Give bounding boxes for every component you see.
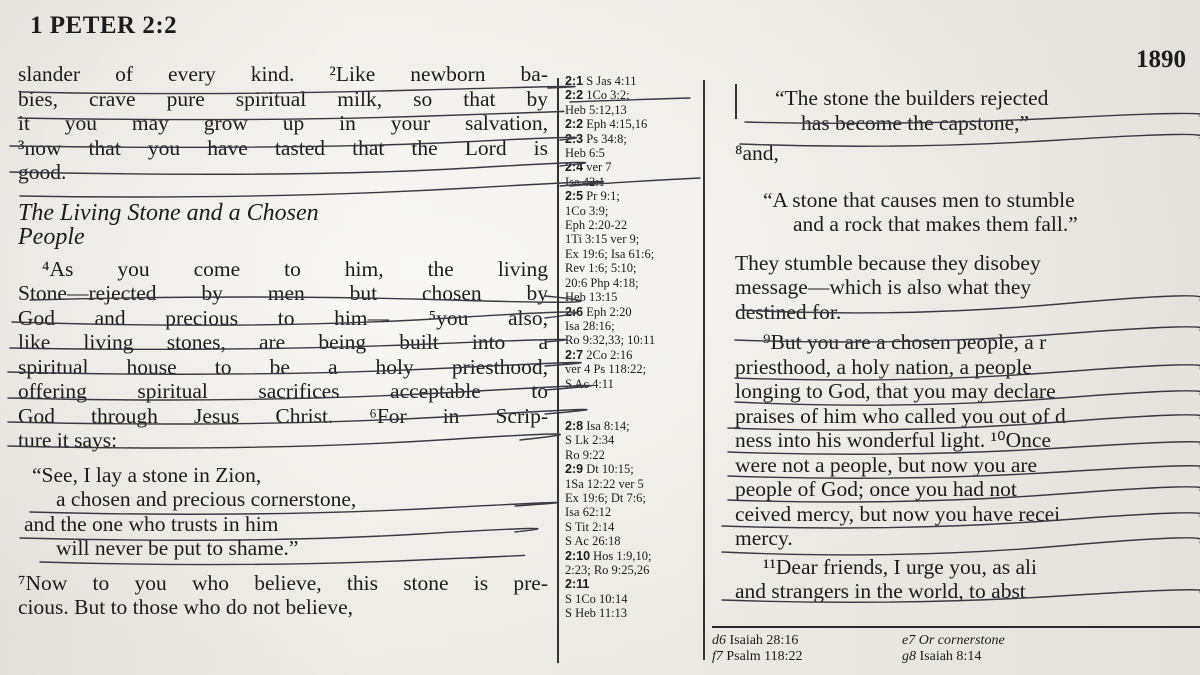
cross-reference-text: Ps 34:8; [586, 131, 627, 146]
text-line: ³now that you have tasted that the Lord is [18, 135, 548, 160]
cross-reference-text: Pr 9:1; [586, 189, 620, 204]
cross-reference-verse: 2:4 [565, 160, 584, 175]
cross-reference-entry [565, 305, 700, 319]
text-line: bies, crave pure spiritual milk, so that by [18, 86, 548, 111]
footnote: g8 Isaiah 8:14 [902, 649, 982, 664]
cross-reference-text: ver 7 [586, 160, 612, 175]
cross-reference-text: Isa 62:12 [565, 505, 612, 520]
cross-reference-text: Isa 8:14; [586, 418, 630, 433]
quotation-isaiah [18, 463, 548, 561]
cross-reference-text: S Ac 26:18 [565, 534, 621, 549]
cross-reference-entry [565, 563, 700, 577]
page-number: 1890 [1136, 46, 1186, 73]
cross-reference-entry [565, 462, 700, 476]
cross-reference-text: S Ac 4:11 [565, 376, 614, 391]
quote-line: “A stone that causes men to stumble [763, 187, 1075, 212]
quote-line: and the one who trusts in him [24, 511, 279, 536]
text-line: mercy. [735, 526, 793, 550]
text-line: priesthood, a holy nation, a people [735, 354, 1032, 379]
cross-reference-verse: 2:1 [565, 74, 584, 88]
text-line: cious. But to those who do not believe, [18, 595, 354, 619]
text-line: spiritual house to be a holy priesthood, [18, 354, 548, 379]
cross-reference-entry [565, 592, 700, 606]
quote-line: a chosen and precious cornerstone, [56, 487, 357, 511]
cross-reference-text: 20:6 Php 4:18; [565, 275, 639, 290]
cross-reference-entry [565, 175, 700, 189]
column-divider-right [703, 80, 705, 660]
cross-reference-verse: 2:2 [565, 117, 584, 132]
cross-reference-entry [565, 189, 700, 203]
cross-reference-text: Ro 9:32,33; 10:11 [565, 333, 656, 348]
cross-reference-text: Dt 10:15; [586, 462, 634, 477]
cross-reference-entry [565, 534, 700, 548]
cross-reference-verse: 2:6 [565, 304, 584, 319]
cross-reference-verse: 2:11 [565, 577, 590, 592]
paragraph-verses-4-6 [18, 257, 548, 453]
text-line: ⁷Now to you who believe, this stone is pre- [18, 570, 548, 595]
text-line: offering spiritual sacrifices acceptable to [18, 379, 548, 403]
quote-line: “See, I lay a stone in Zion, [32, 462, 262, 487]
column-divider-left [557, 78, 559, 663]
book-reference-header: 1 PETER 2:2 [30, 12, 178, 39]
cross-reference-verse: 2:9 [565, 462, 584, 477]
text-line: ¹¹Dear friends, I urge you, as ali [763, 554, 1037, 579]
text-line: God and precious to him— ⁵you also, [18, 305, 548, 330]
cross-reference-entry [565, 276, 700, 290]
cross-reference-text: Rev 1:6; 5:10; [565, 261, 637, 276]
cross-reference-entry [565, 232, 700, 246]
cross-reference-entry [565, 88, 700, 102]
quote-line: will never be put to shame.” [56, 536, 299, 560]
cross-reference-entry [565, 290, 700, 304]
cross-reference-entry [565, 549, 700, 563]
cross-reference-text: S Heb 11:13 [565, 606, 628, 621]
footnotes [712, 633, 1005, 665]
cross-reference-entry [565, 419, 700, 433]
paragraph-verse-7 [18, 571, 548, 620]
text-line: destined for. [735, 299, 842, 324]
cross-reference-entry [565, 218, 700, 232]
cross-reference-column [565, 74, 700, 621]
text-line: good. [18, 160, 67, 184]
cross-reference-text: Hos 1:9,10; [593, 548, 652, 563]
cross-reference-text: Heb 13:15 [565, 290, 618, 305]
quote-line: and a rock that makes them fall.” [793, 212, 1078, 236]
text-line: slander of every kind. ²Like newborn ba- [18, 62, 548, 86]
text-line: ⁹But you are a chosen people, a r [763, 330, 1047, 354]
cross-reference-text: 2Co 2:16 [586, 347, 633, 362]
cross-reference-entry [565, 362, 700, 376]
text-line: ture it says: [18, 428, 118, 452]
cross-reference-text: 1Co 3:9; [565, 203, 609, 218]
paragraph-verses-1-3 [18, 62, 548, 185]
cross-reference-entry [565, 606, 700, 620]
cross-reference-entry [565, 319, 700, 333]
cross-reference-entry [565, 448, 700, 462]
text-line: longing to God, that you may declare [735, 379, 1056, 403]
cross-reference-entry [565, 160, 700, 174]
text-line: were not a people, but now you are [735, 452, 1038, 477]
cross-reference-entry [565, 146, 700, 160]
footnote: d6 Isaiah 28:16 [712, 633, 799, 648]
right-text-column [735, 86, 1200, 604]
cross-reference-text: S 1Co 10:14 [565, 591, 628, 606]
text-line: They stumble because they disobey [735, 250, 1041, 275]
cross-reference-text: 1Ti 3:15 ver 9; [565, 232, 640, 247]
cross-reference-entry [565, 247, 700, 261]
quote-line: has become the capstone,” [801, 110, 1030, 135]
text-line: message—which is also what they [735, 275, 1032, 299]
cross-reference-entry [565, 261, 700, 275]
cross-reference-entry [565, 433, 700, 447]
cross-reference-text: Eph 4:15,16 [586, 117, 648, 132]
text-line: ⁸and, [735, 141, 779, 165]
cross-reference-verse: 2:7 [565, 347, 584, 362]
quote-line: “The stone the builders rejected [775, 86, 1049, 110]
cross-reference-text: Ex 19:6; Isa 61:6; [565, 246, 655, 261]
text-line: it you may grow up in your salvation, [18, 111, 548, 135]
cross-reference-entry [565, 477, 700, 491]
text-line: and strangers in the world, to abst [735, 579, 1026, 603]
text-line: God through Jesus Christ. ⁶For in Scrip- [18, 403, 548, 428]
cross-reference-entry [565, 505, 700, 519]
cross-reference-entry [565, 491, 700, 505]
cross-reference-text: 1Co 3:2; [586, 88, 630, 103]
footnote: e7 Or cornerstone [902, 633, 1005, 648]
cross-reference-text: Eph 2:20 [586, 304, 632, 319]
cross-reference-text: Isa 42:1 [565, 174, 605, 189]
text-line: like living stones, are being built into a [18, 330, 548, 354]
cross-reference-text: 1Sa 12:22 ver 5 [565, 476, 644, 491]
cross-reference-verse: 2:2 [565, 88, 584, 103]
cross-reference-verse: 2:8 [565, 418, 584, 433]
cross-reference-entry [565, 577, 700, 591]
footnote: f7 Psalm 118:22 [712, 649, 803, 664]
cross-reference-verse: 2:5 [565, 189, 584, 204]
left-text-column [18, 62, 548, 620]
cross-reference-text: Heb 6:5 [565, 146, 605, 161]
text-line: ness into his wonderful light. ¹⁰Once [735, 428, 1052, 452]
cross-reference-text: S Jas 4:11 [586, 74, 637, 88]
cross-reference-entry [565, 348, 700, 362]
cross-reference-text: S Tit 2:14 [565, 519, 615, 534]
cross-reference-entry [565, 74, 700, 88]
cross-reference-verse: 2:10 [565, 548, 591, 563]
section-heading-line: People [18, 223, 85, 250]
cross-reference-text: S Lk 2:34 [565, 433, 615, 448]
cross-reference-entry [565, 333, 700, 347]
cross-reference-entry [565, 204, 700, 218]
section-heading [18, 201, 548, 249]
section-heading-line: The Living Stone and a Chosen [18, 199, 319, 226]
cross-reference-entry [565, 377, 700, 391]
cross-reference-text: Isa 28:16; [565, 318, 615, 333]
cross-reference-entry [565, 117, 700, 131]
text-line: Stone—rejected by men but chosen by [18, 281, 548, 305]
cross-reference-entry [565, 103, 700, 117]
cross-reference-entry [565, 520, 700, 534]
cross-reference-verse: 2:3 [565, 131, 584, 146]
text-line: ⁴As you come to him, the living [42, 256, 548, 281]
cross-reference-entry [565, 132, 700, 146]
text-line: ceived mercy, but now you have recei [735, 501, 1061, 526]
text-line: people of God; once you had not [735, 477, 1017, 501]
cross-reference-text: Heb 5:12,13 [565, 102, 627, 117]
text-line: praises of him who called you out of d [735, 403, 1066, 428]
cross-reference-text: Eph 2:20-22 [565, 218, 628, 233]
cross-reference-text: Ro 9:22 [565, 447, 605, 462]
cross-reference-text: Ex 19:6; Dt 7:6; [565, 490, 646, 505]
cross-reference-text: 2:23; Ro 9:25,26 [565, 563, 650, 577]
cross-reference-text: ver 4 Ps 118:22; [565, 362, 647, 377]
footnote-rule [712, 626, 1200, 628]
